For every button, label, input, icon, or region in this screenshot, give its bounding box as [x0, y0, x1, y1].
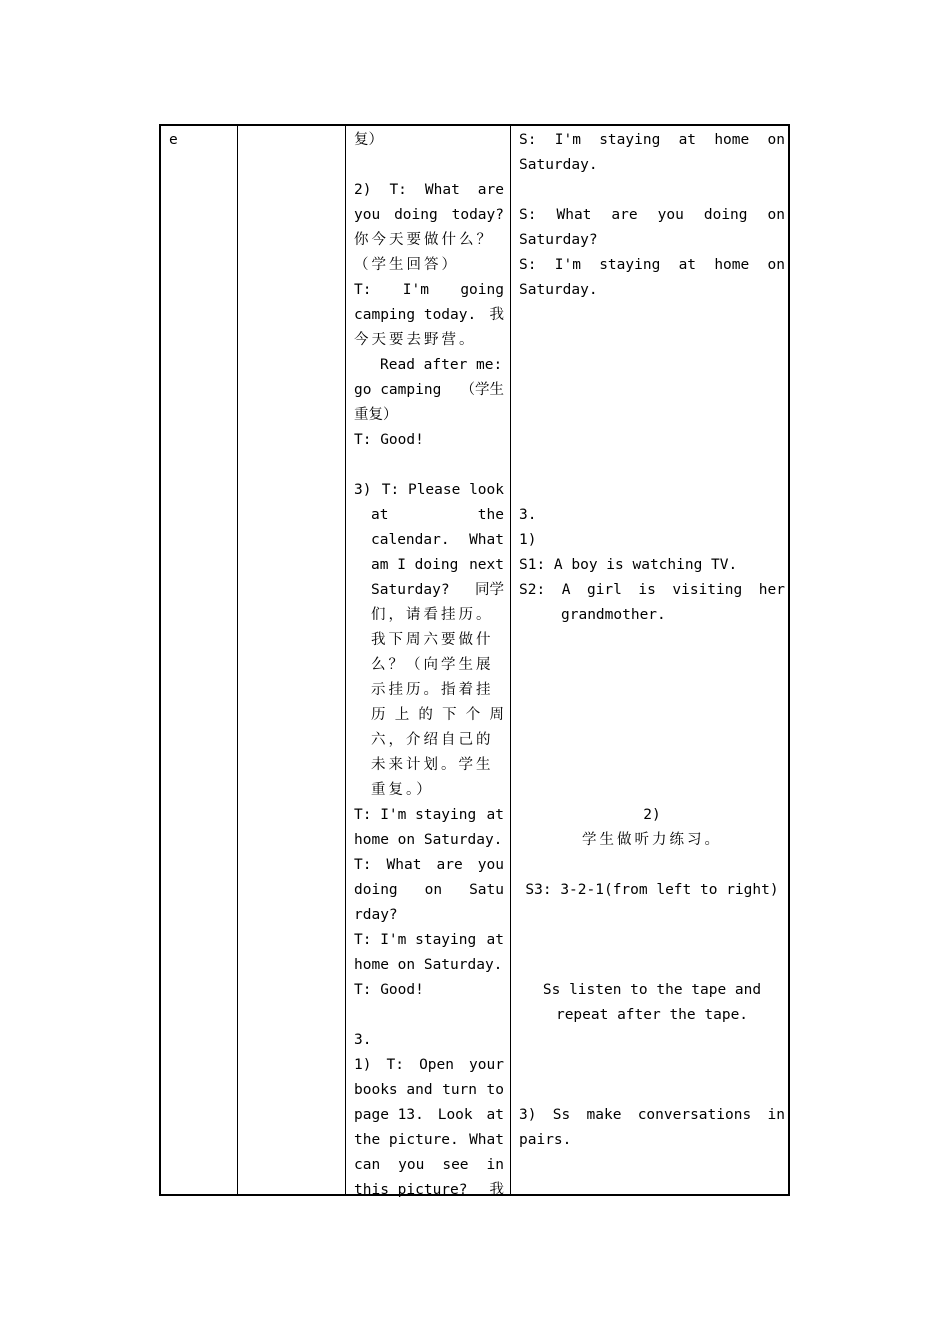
text-line: 3) T: Please look: [354, 482, 504, 498]
text-line: rday?: [354, 907, 398, 923]
text-line: 今天要去野营。: [354, 332, 477, 348]
text-line: 重复）: [354, 407, 398, 423]
text-line: 示挂历。指着挂: [371, 682, 494, 698]
text-line: grandmother.: [561, 607, 666, 623]
text-line: 学生做听力练习。: [582, 832, 722, 848]
text-line: S: I'm staying at home on: [519, 132, 785, 148]
text-line: 六，介绍自己的: [371, 732, 494, 748]
text-line: 们，请看挂历。: [371, 607, 494, 623]
text-line: doing on Satu: [354, 882, 504, 898]
text-line: pairs.: [519, 1132, 572, 1148]
text-line: you doing today?: [354, 207, 504, 223]
text-line: go camping （学生: [354, 382, 504, 398]
text-line: the picture. What: [354, 1132, 504, 1148]
text-line: S3: 3-2-1(from left to right): [525, 882, 779, 898]
cell-student-activity: [519, 128, 785, 1153]
text-line: S: What are you doing on: [519, 207, 785, 223]
text-line: repeat after the tape.: [555, 1007, 749, 1023]
text-line: Read after me:: [380, 357, 503, 373]
text-line: books and turn to: [354, 1082, 504, 1098]
text-line: S1: A boy is watching TV.: [519, 557, 738, 573]
text-line: Saturday.: [519, 157, 598, 173]
text-line: page 13. Look at: [354, 1107, 504, 1123]
text-line: （学生回答）: [354, 257, 459, 273]
text-line: am I doing next: [371, 557, 504, 573]
text-line: 未来计划。学生: [371, 757, 494, 773]
text-line: 2) T: What are: [354, 182, 504, 198]
text-line: this picture? 我: [354, 1182, 504, 1198]
text-line: T: I'm staying at: [354, 932, 504, 948]
text-line: 2): [643, 807, 661, 823]
text-line: Saturday?: [519, 232, 598, 248]
text-line: 重复。）: [371, 782, 434, 798]
text-line: Ss listen to the tape and: [542, 982, 762, 998]
text-line: calendar. What: [371, 532, 504, 548]
cell-step: [169, 128, 239, 153]
text-line: 我下周六要做什: [371, 632, 494, 648]
text-line: T: Good!: [354, 982, 424, 998]
step-text: e: [169, 132, 178, 148]
text-line: T: I'm staying at: [354, 807, 504, 823]
text-line: T: What are you: [354, 857, 504, 873]
text-line: 1) T: Open your: [354, 1057, 504, 1073]
text-line: Saturday? 同学: [371, 582, 504, 598]
text-line: T: I'm going: [354, 282, 504, 298]
column-divider: [345, 126, 346, 1194]
text-line: 复）: [354, 132, 383, 148]
text-line: can you see in: [354, 1157, 504, 1173]
cell-teacher-activity: [354, 128, 504, 1203]
column-divider: [237, 126, 238, 1194]
text-line: home on Saturday.: [354, 957, 503, 973]
text-line: 么？（向学生展: [371, 657, 494, 673]
text-line: 历 上 的 下 个 周: [371, 707, 504, 723]
text-line: at the: [371, 507, 504, 523]
lesson-plan-table: [159, 124, 790, 1196]
text-line: S2: A girl is visiting her: [519, 582, 785, 598]
text-line: S: I'm staying at home on: [519, 257, 785, 273]
text-line: camping today. 我: [354, 307, 504, 323]
text-line: 1): [519, 532, 537, 548]
text-line: home on Saturday.: [354, 832, 503, 848]
text-line: 你今天要做什么？: [354, 232, 494, 248]
column-divider: [510, 126, 511, 1194]
text-line: 3.: [519, 507, 537, 523]
text-line: T: Good!: [354, 432, 424, 448]
text-line: 3) Ss make conversations in: [519, 1107, 785, 1123]
text-line: Saturday.: [519, 282, 598, 298]
text-line: 3.: [354, 1032, 372, 1048]
